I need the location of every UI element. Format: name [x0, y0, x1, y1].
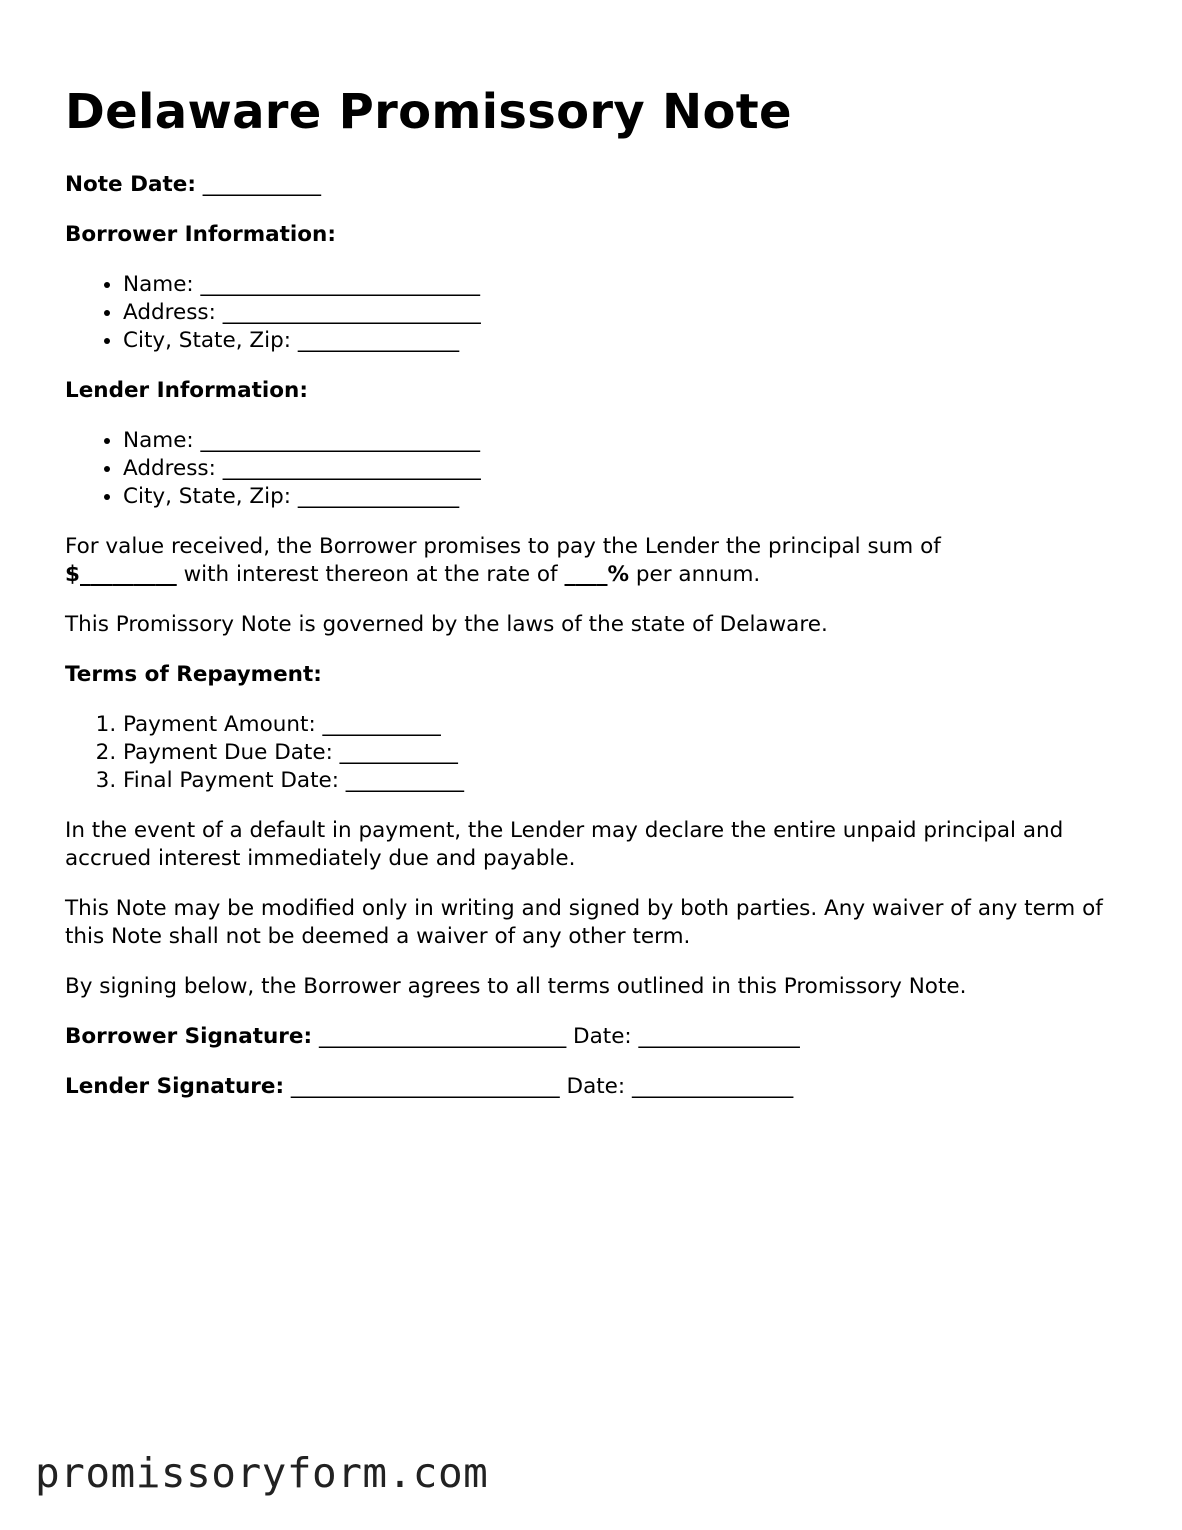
principal-text-3: per annum. — [635, 562, 761, 587]
borrower-info-heading: Borrower Information: — [65, 222, 336, 247]
lender-info-list — [65, 427, 1125, 511]
repayment-list — [65, 711, 1125, 795]
principal-text-2: with interest thereon at the rate of — [183, 562, 558, 587]
principal-text-1: For value received, the Borrower promises to pay the Lender the principal sum of — [65, 534, 941, 559]
lender-signature-line — [65, 1073, 1125, 1101]
borrower-city-state-zip-field: • City, State, Zip: _______________ — [123, 327, 1125, 355]
payment-due-date-field: 2. Payment Due Date: ___________ — [123, 739, 1125, 767]
borrower-signature-blank: _______________________ — [318, 1024, 567, 1049]
borrower-signature-label: Borrower Signature: — [65, 1024, 313, 1049]
lender-signature-blank: _________________________ — [290, 1074, 560, 1099]
lender-address-field: • Address: ________________________ — [123, 455, 1125, 483]
page-title: Delaware Promissory Note — [65, 84, 792, 140]
repayment-heading: Terms of Repayment: — [65, 662, 322, 687]
note-date-label: Note Date: — [65, 172, 196, 197]
payment-amount-field: 1. Payment Amount: ___________ — [123, 711, 1125, 739]
principal-amount-blank: $_________ — [65, 562, 177, 587]
lender-signature-date: Date: _______________ — [566, 1074, 794, 1099]
lender-name-field: • Name: __________________________ — [123, 427, 1125, 455]
borrower-address-field: • Address: ________________________ — [123, 299, 1125, 327]
site-watermark: promissoryform.com — [35, 1449, 489, 1497]
agreement-paragraph: By signing below, the Borrower agrees to all terms outlined in this Promissory Note. — [65, 974, 967, 999]
governing-law-paragraph: This Promissory Note is governed by the laws of the state of Delaware. — [65, 612, 828, 637]
interest-rate-blank: ____% — [564, 562, 629, 587]
document-page — [65, 80, 1125, 1101]
final-payment-date-field: 3. Final Payment Date: ___________ — [123, 767, 1125, 795]
borrower-info-list — [65, 271, 1125, 355]
lender-signature-label: Lender Signature: — [65, 1074, 285, 1099]
borrower-name-field: • Name: __________________________ — [123, 271, 1125, 299]
borrower-signature-line — [65, 1023, 1125, 1051]
principal-paragraph — [65, 533, 1125, 589]
lender-city-state-zip-field: • City, State, Zip: _______________ — [123, 483, 1125, 511]
lender-info-heading: Lender Information: — [65, 378, 308, 403]
modification-clause-paragraph: This Note may be modified only in writing and signed by both parties. Any waiver of any term of this Note shall not be deemed a waiver of any other term. — [65, 896, 1103, 949]
borrower-signature-date: Date: _______________ — [573, 1024, 800, 1049]
note-date-line — [65, 171, 1125, 199]
default-clause-paragraph: In the event of a default in payment, the Lender may declare the entire unpaid principal and accrued interest immediately due and payable. — [65, 818, 1064, 871]
note-date-blank: ___________ — [202, 172, 322, 197]
